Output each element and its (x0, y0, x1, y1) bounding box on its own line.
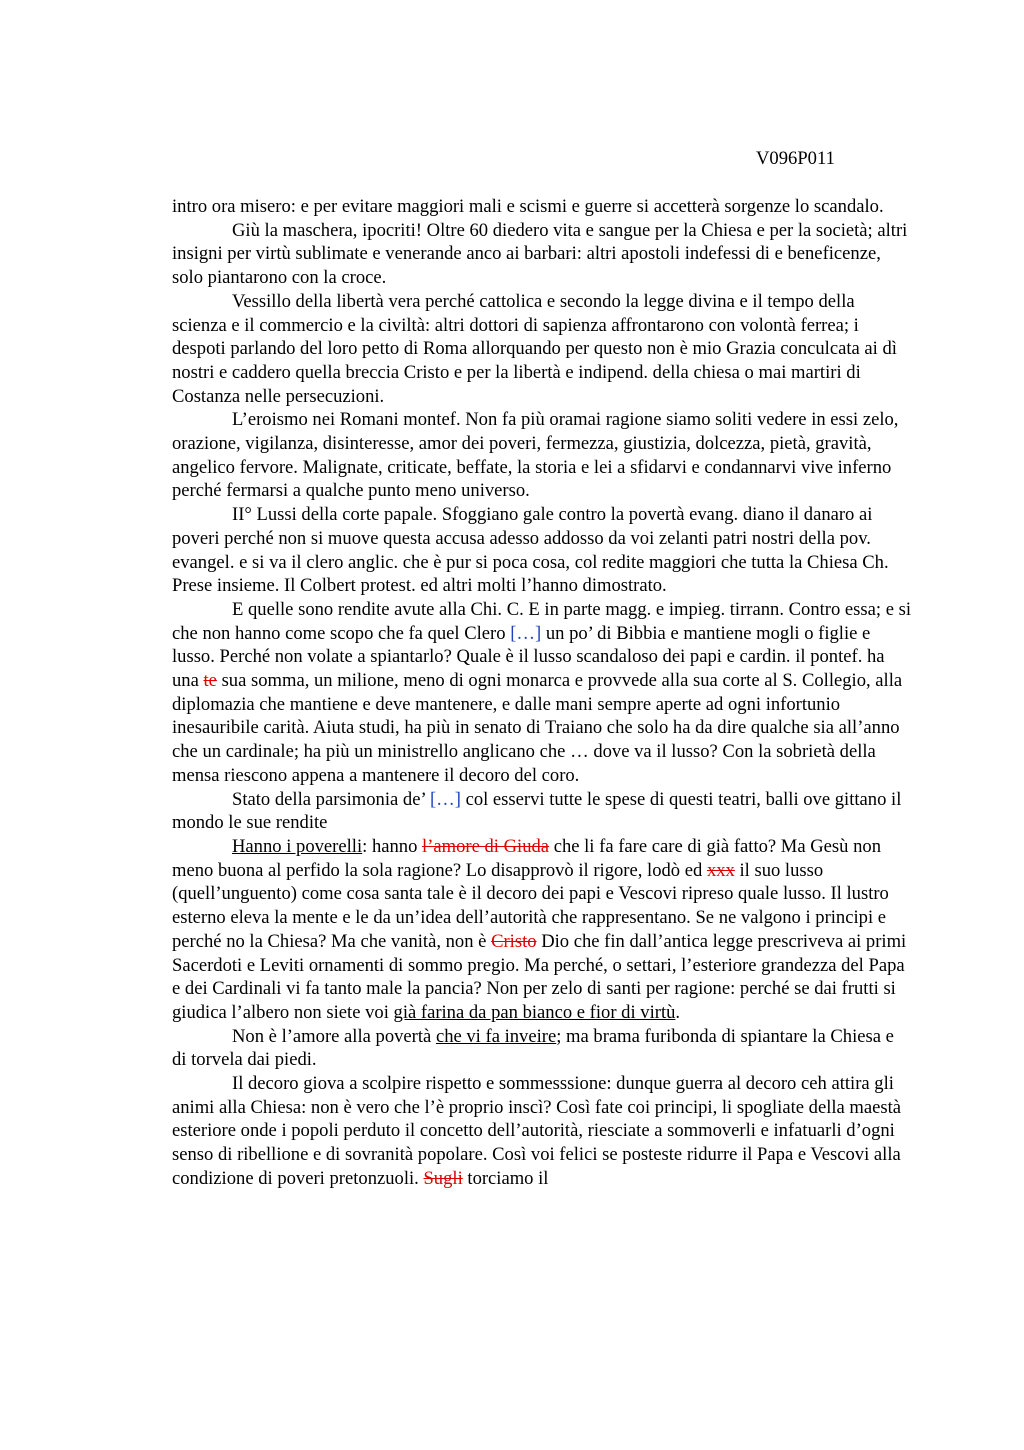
text-run: : hanno (362, 835, 423, 857)
illegible-ellipsis: […] (510, 622, 542, 644)
paragraph-10 (172, 1072, 912, 1191)
deleted-text: Sugli (423, 1167, 463, 1189)
paragraph-6 (172, 598, 912, 788)
text-run: Giù la maschera, ipocriti! Oltre 60 diedero vita e sangue per la Chiesa e per la società; altri insigni per virtù sublimate e venerande anco ai barbari: altri apostoli indefessi di e beneficenze, solo piantarono con la croce. (172, 219, 908, 289)
text-run: Non è l’amore alla povertà (232, 1025, 436, 1047)
text-run: intro ora misero: e per evitare maggiori mali e scismi e guerre si accetterà sorgenze lo scandalo. (172, 196, 884, 217)
text-run: II° Lussi della corte papale. Sfoggiano gale contro la povertà evang. diano il danaro ai poveri perché non si muove questa accusa adesso addosso da voi zelanti patri nostri della pov. evangel. e si va il clero anglic. che è pur si poca cosa, col redite maggiori che tutta la Chiesa Ch. Prese insieme. Il Colbert protest. ed altri molti l’hanno dimostrato. (172, 504, 889, 597)
text-run: L’eroismo nei Romani montef. Non fa più oramai ragione siamo soliti vedere in essi zelo, orazione, vigilanza, disinteresse, amor dei poveri, fermezza, giustizia, dolcezza, pietà, gravità, angelico fervore. Malignate, criticate, beffate, la storia e lei a sfidarvi e condannarvi vive inferno perché fermarsi a qualche punto meno universo. (172, 409, 899, 502)
body-text (172, 195, 912, 1191)
text-run: . (675, 1001, 681, 1023)
deleted-text: xxx (706, 859, 735, 881)
text-run: E quelle sono rendite avute alla Chi. C. E in parte magg. e impieg. tirrann. Contro essa; e si che non hanno come scopo che fa quel Clero (172, 598, 912, 644)
underlined-text: già farina da pan bianco e fior di virtù (393, 1001, 676, 1023)
paragraph-4 (172, 408, 912, 503)
text-run: Dio che fin dall’antica legge prescriveva ai primi Sacerdoti e Leviti ornamenti di sommo pregio. Ma perché, o settari, l’esteriore grandezza del Papa e dei Cardinali vi fa tanto male la pancia? Non per zelo di santi per ragione: perché se dai frutti si giudica l’albero non siete voi (172, 930, 907, 1023)
page-identifier: V096P011 (756, 148, 835, 169)
paragraph-3 (172, 290, 912, 409)
underlined-text: che vi fa inveire (435, 1025, 557, 1047)
deleted-text: Cristo (491, 930, 537, 952)
text-run: Stato della parsimonia de’ (232, 788, 430, 810)
text-run: un po’ di Bibbia e mantiene mogli o figlie e lusso. Perché non volate a spiantarlo? Quale è il lusso scandaloso dei papi e cardin. il pontef. ha una (172, 622, 885, 692)
deleted-text: l’amore di Giuda (422, 835, 550, 857)
text-run: il suo lusso (quell’unguento) come cosa santa tale è il decoro dei papi e Vescovi ripreso quale lusso. Il lustro esterno eleva la mente e le da un’idea dell’autorità che rappresentano. Se ne valgono i principi e perché no la Chiesa? Ma che vanità, non è (172, 859, 889, 952)
illegible-ellipsis: […] (429, 788, 461, 810)
text-run: torciamo il (462, 1167, 549, 1189)
paragraph-1 (172, 195, 912, 219)
text-run: Il decoro giova a scolpire rispetto e sommesssione: dunque guerra al decoro ceh attira gli animi alla Chiesa: non è vero che l’è proprio inscì? Così fate coi principi, li spogliate della maestà esteriore onde i popoli perduto il concetto dell’autorità, riesciate a sommoverli e infatuarli d’ogni senso di ribellione e di sovranità popolare. Così voi felici se posteste ridurre il Papa e Vescovi alla condizione di poveri pretonzuoli. (172, 1073, 902, 1189)
underlined-text: Hanno i poverelli (232, 835, 363, 857)
text-run: sua somma, un milione, meno di ogni monarca e provvede alla sua corte al S. Collegio, alla diplomazia che mantiene e deve mantenere, e dalle mani sempre aperte ad ogni infortunio inesauribile carità. Aiuta studi, ha più in senato di Traiano che solo ha da dire qualche sia all’anno che un cardinale; ha più un ministrello anglicano che … dove va il lusso? Con la sobrietà della mensa riescono appena a mantenere il decoro del coro. (172, 670, 903, 786)
text-run: col esservi tutte le spese di questi teatri, balli ove gittano il mondo le sue rendite (172, 788, 902, 834)
text-run: Vessillo della libertà vera perché cattolica e secondo la legge divina e il tempo della scienza e il commercio e la civiltà: altri dottori di sapienza affrontarono con volontà ferrea; i despoti parlando del loro petto di Roma allorquando per questo non è mio Grazia conculcata ai dì nostri e caddero quella breccia Cristo e per la libertà e indipend. della chiesa o mai martiri di Costanza nelle persecuzioni. (172, 290, 897, 407)
text-run: ; ma brama furibonda di spiantare la Chiesa e di torvela dai piedi. (172, 1025, 894, 1071)
paragraph-5 (172, 503, 912, 598)
deleted-text: te (203, 670, 217, 692)
text-run: che li fa fare care di già fatto? Ma Gesù non meno buona al perfido la sola ragione? Lo disapprovò il rigore, lodò ed (172, 835, 881, 881)
paragraph-2 (172, 219, 912, 290)
paragraph-8 (172, 835, 912, 1025)
paragraph-9 (172, 1025, 912, 1072)
paragraph-7 (172, 788, 912, 835)
